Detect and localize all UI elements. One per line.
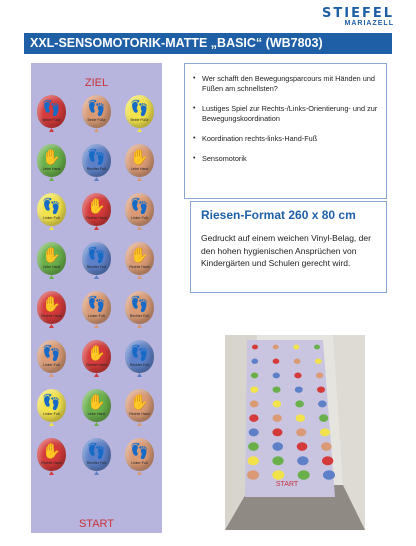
photo-balloon — [273, 359, 280, 364]
balloon-label: Rechter Fuß — [129, 363, 150, 367]
mat-balloon — [37, 438, 66, 471]
mat-balloon — [82, 389, 111, 422]
photo-balloon — [273, 400, 282, 407]
balloon-label: Rechte Hand — [129, 265, 150, 269]
mat-balloon — [125, 291, 154, 324]
mat-balloon — [82, 144, 111, 177]
photo-balloon — [320, 428, 330, 436]
mat-balloon — [82, 193, 111, 226]
photo-balloon — [251, 373, 258, 379]
feature-item: • Koordination rechts-links-Hand-Fuß — [185, 134, 380, 144]
mat-balloon — [37, 340, 66, 373]
mat-balloon — [37, 193, 66, 226]
feet-icon: 👣 — [42, 100, 61, 117]
balloon-label: Rechter Fuß — [86, 167, 107, 171]
hand-icon: ✋ — [87, 345, 106, 362]
mat-balloon — [37, 95, 66, 128]
format-heading: Riesen-Format 260 x 80 cm — [201, 208, 356, 222]
photo-balloon — [273, 386, 281, 392]
balloon-label: Linker Fuß — [131, 216, 148, 220]
photo-balloon — [272, 428, 282, 436]
balloon-label: Rechte Hand — [129, 412, 150, 416]
mat-balloon — [82, 340, 111, 373]
format-text: Gedruckt auf einem weichen Vinyl-Belag, der den hohen hygienischen Ansprüchen von Kindergärten und Schulen gerecht wird. — [201, 233, 371, 268]
photo-balloon — [294, 373, 301, 379]
balloon-label: Rechter Fuß — [86, 461, 107, 465]
balloon-label: Rechte Hand — [86, 363, 107, 367]
photo-balloon — [296, 414, 305, 421]
balloon-label: Rechter Fuß — [129, 314, 150, 318]
mat-balloon — [125, 389, 154, 422]
photo-balloon — [316, 373, 323, 379]
balloon-label: Rechte Hand — [41, 314, 62, 318]
balloon-label: Linker Fuß — [88, 314, 105, 318]
mat-balloon — [82, 242, 111, 275]
hand-icon: ✋ — [42, 443, 61, 460]
foot-icon: 👣 — [130, 198, 149, 215]
feet-icon: 👣 — [130, 100, 149, 117]
photo-balloon — [248, 456, 259, 465]
mat-ziel-label: ZIEL — [84, 77, 109, 89]
mat-balloon — [125, 144, 154, 177]
photo-balloon — [273, 345, 279, 350]
photo-balloon — [322, 456, 333, 465]
mat-balloon — [82, 438, 111, 471]
hand-icon: ✋ — [42, 149, 61, 166]
photo-balloon — [323, 470, 335, 480]
mat-balloon — [37, 242, 66, 275]
photo-balloon — [318, 400, 327, 407]
mat-illustration — [31, 63, 162, 533]
balloon-label: Linke Hand — [42, 265, 61, 269]
foot-icon: 👣 — [87, 247, 106, 264]
photo-balloon — [249, 414, 258, 421]
photo-balloon — [251, 359, 258, 364]
mat-balloon — [82, 291, 111, 324]
photo-balloon — [314, 345, 320, 350]
foot-icon: 👣 — [130, 443, 149, 460]
balloon-label: Beide Füße — [42, 118, 61, 122]
photo-scene — [225, 335, 365, 530]
photo-balloon — [297, 442, 308, 451]
photo-balloon — [272, 442, 283, 451]
photo-balloon — [297, 456, 308, 465]
photo-balloon — [249, 428, 259, 436]
foot-icon: 👣 — [130, 296, 149, 313]
format-box — [190, 201, 387, 293]
photo-balloon — [295, 386, 303, 392]
mat-balloon — [37, 389, 66, 422]
foot-icon: 👣 — [42, 394, 61, 411]
page-title: XXL-SENSOMOTORIK-MATTE „BASIC“ (WB7803) — [24, 33, 392, 54]
balloon-label: Linker Fuß — [43, 363, 60, 367]
hand-icon: ✋ — [42, 247, 61, 264]
mat-balloon — [125, 242, 154, 275]
photo-balloon — [248, 442, 259, 451]
foot-icon: 👣 — [42, 198, 61, 215]
feature-item: • Sensomotorik — [185, 154, 380, 164]
balloon-label: Rechter Fuß — [86, 265, 107, 269]
balloon-label: Beide Füße — [130, 118, 149, 122]
brand-subtitle: MARIAZELL — [344, 20, 394, 27]
photo-balloon — [293, 345, 299, 350]
balloon-label: Linke Hand — [87, 412, 106, 416]
hand-icon: ✋ — [87, 198, 106, 215]
balloon-label: Linker Fuß — [43, 216, 60, 220]
photo-balloon — [295, 400, 304, 407]
foot-icon: 👣 — [87, 149, 106, 166]
hand-icon: ✋ — [130, 149, 149, 166]
mat-start-label: START — [78, 518, 115, 530]
hand-icon: ✋ — [130, 394, 149, 411]
foot-icon: 👣 — [130, 345, 149, 362]
photo-balloon — [272, 456, 283, 465]
features-box — [184, 63, 387, 199]
feature-item: • Lustiges Spiel zur Rechts-/Links-Orientierung- und zur Bewegungskoordination — [185, 104, 380, 124]
mat-balloon — [37, 291, 66, 324]
balloon-label: Linke Hand — [130, 167, 149, 171]
photo-balloon — [250, 386, 258, 392]
photo-mat-start-label: START — [275, 481, 299, 488]
mat-balloon — [82, 95, 111, 128]
stiefel-logo — [322, 7, 394, 28]
balloon-label: Linker Fuß — [131, 461, 148, 465]
photo-balloon — [298, 470, 310, 480]
foot-icon: 👣 — [42, 345, 61, 362]
feature-item: • Wer schafft den Bewegungsparcours mit Händen und Füßen am schnellsten? — [185, 74, 380, 94]
balloon-label: Rechte Hand — [41, 461, 62, 465]
photo-balloon — [315, 359, 322, 364]
photo-balloon — [250, 400, 259, 407]
photo-balloon — [272, 414, 281, 421]
mat-balloon — [125, 193, 154, 226]
feet-icon: 👣 — [87, 100, 106, 117]
mat-balloon — [37, 144, 66, 177]
photo-balloon — [321, 442, 332, 451]
mat-balloon — [125, 340, 154, 373]
hand-icon: ✋ — [130, 247, 149, 264]
photo-balloon — [273, 373, 280, 379]
photo-balloon — [319, 414, 328, 421]
photo-balloon — [252, 345, 258, 350]
hand-icon: ✋ — [42, 296, 61, 313]
foot-icon: 👣 — [87, 296, 106, 313]
photo-balloon — [317, 386, 325, 392]
brand-name: STIEFEL — [322, 6, 394, 21]
product-photo — [225, 335, 365, 530]
balloon-label: Linker Fuß — [43, 412, 60, 416]
balloon-label: Rechte Hand — [86, 216, 107, 220]
hand-icon: ✋ — [87, 394, 106, 411]
balloon-label: Beide Füße — [87, 118, 106, 122]
mat-balloon — [125, 438, 154, 471]
photo-balloon — [296, 428, 306, 436]
mat-balloon — [125, 95, 154, 128]
photo-balloon — [272, 470, 284, 480]
photo-balloon — [294, 359, 301, 364]
photo-balloon — [247, 470, 259, 480]
balloon-label: Linke Hand — [42, 167, 61, 171]
foot-icon: 👣 — [87, 443, 106, 460]
features-list — [185, 74, 386, 174]
